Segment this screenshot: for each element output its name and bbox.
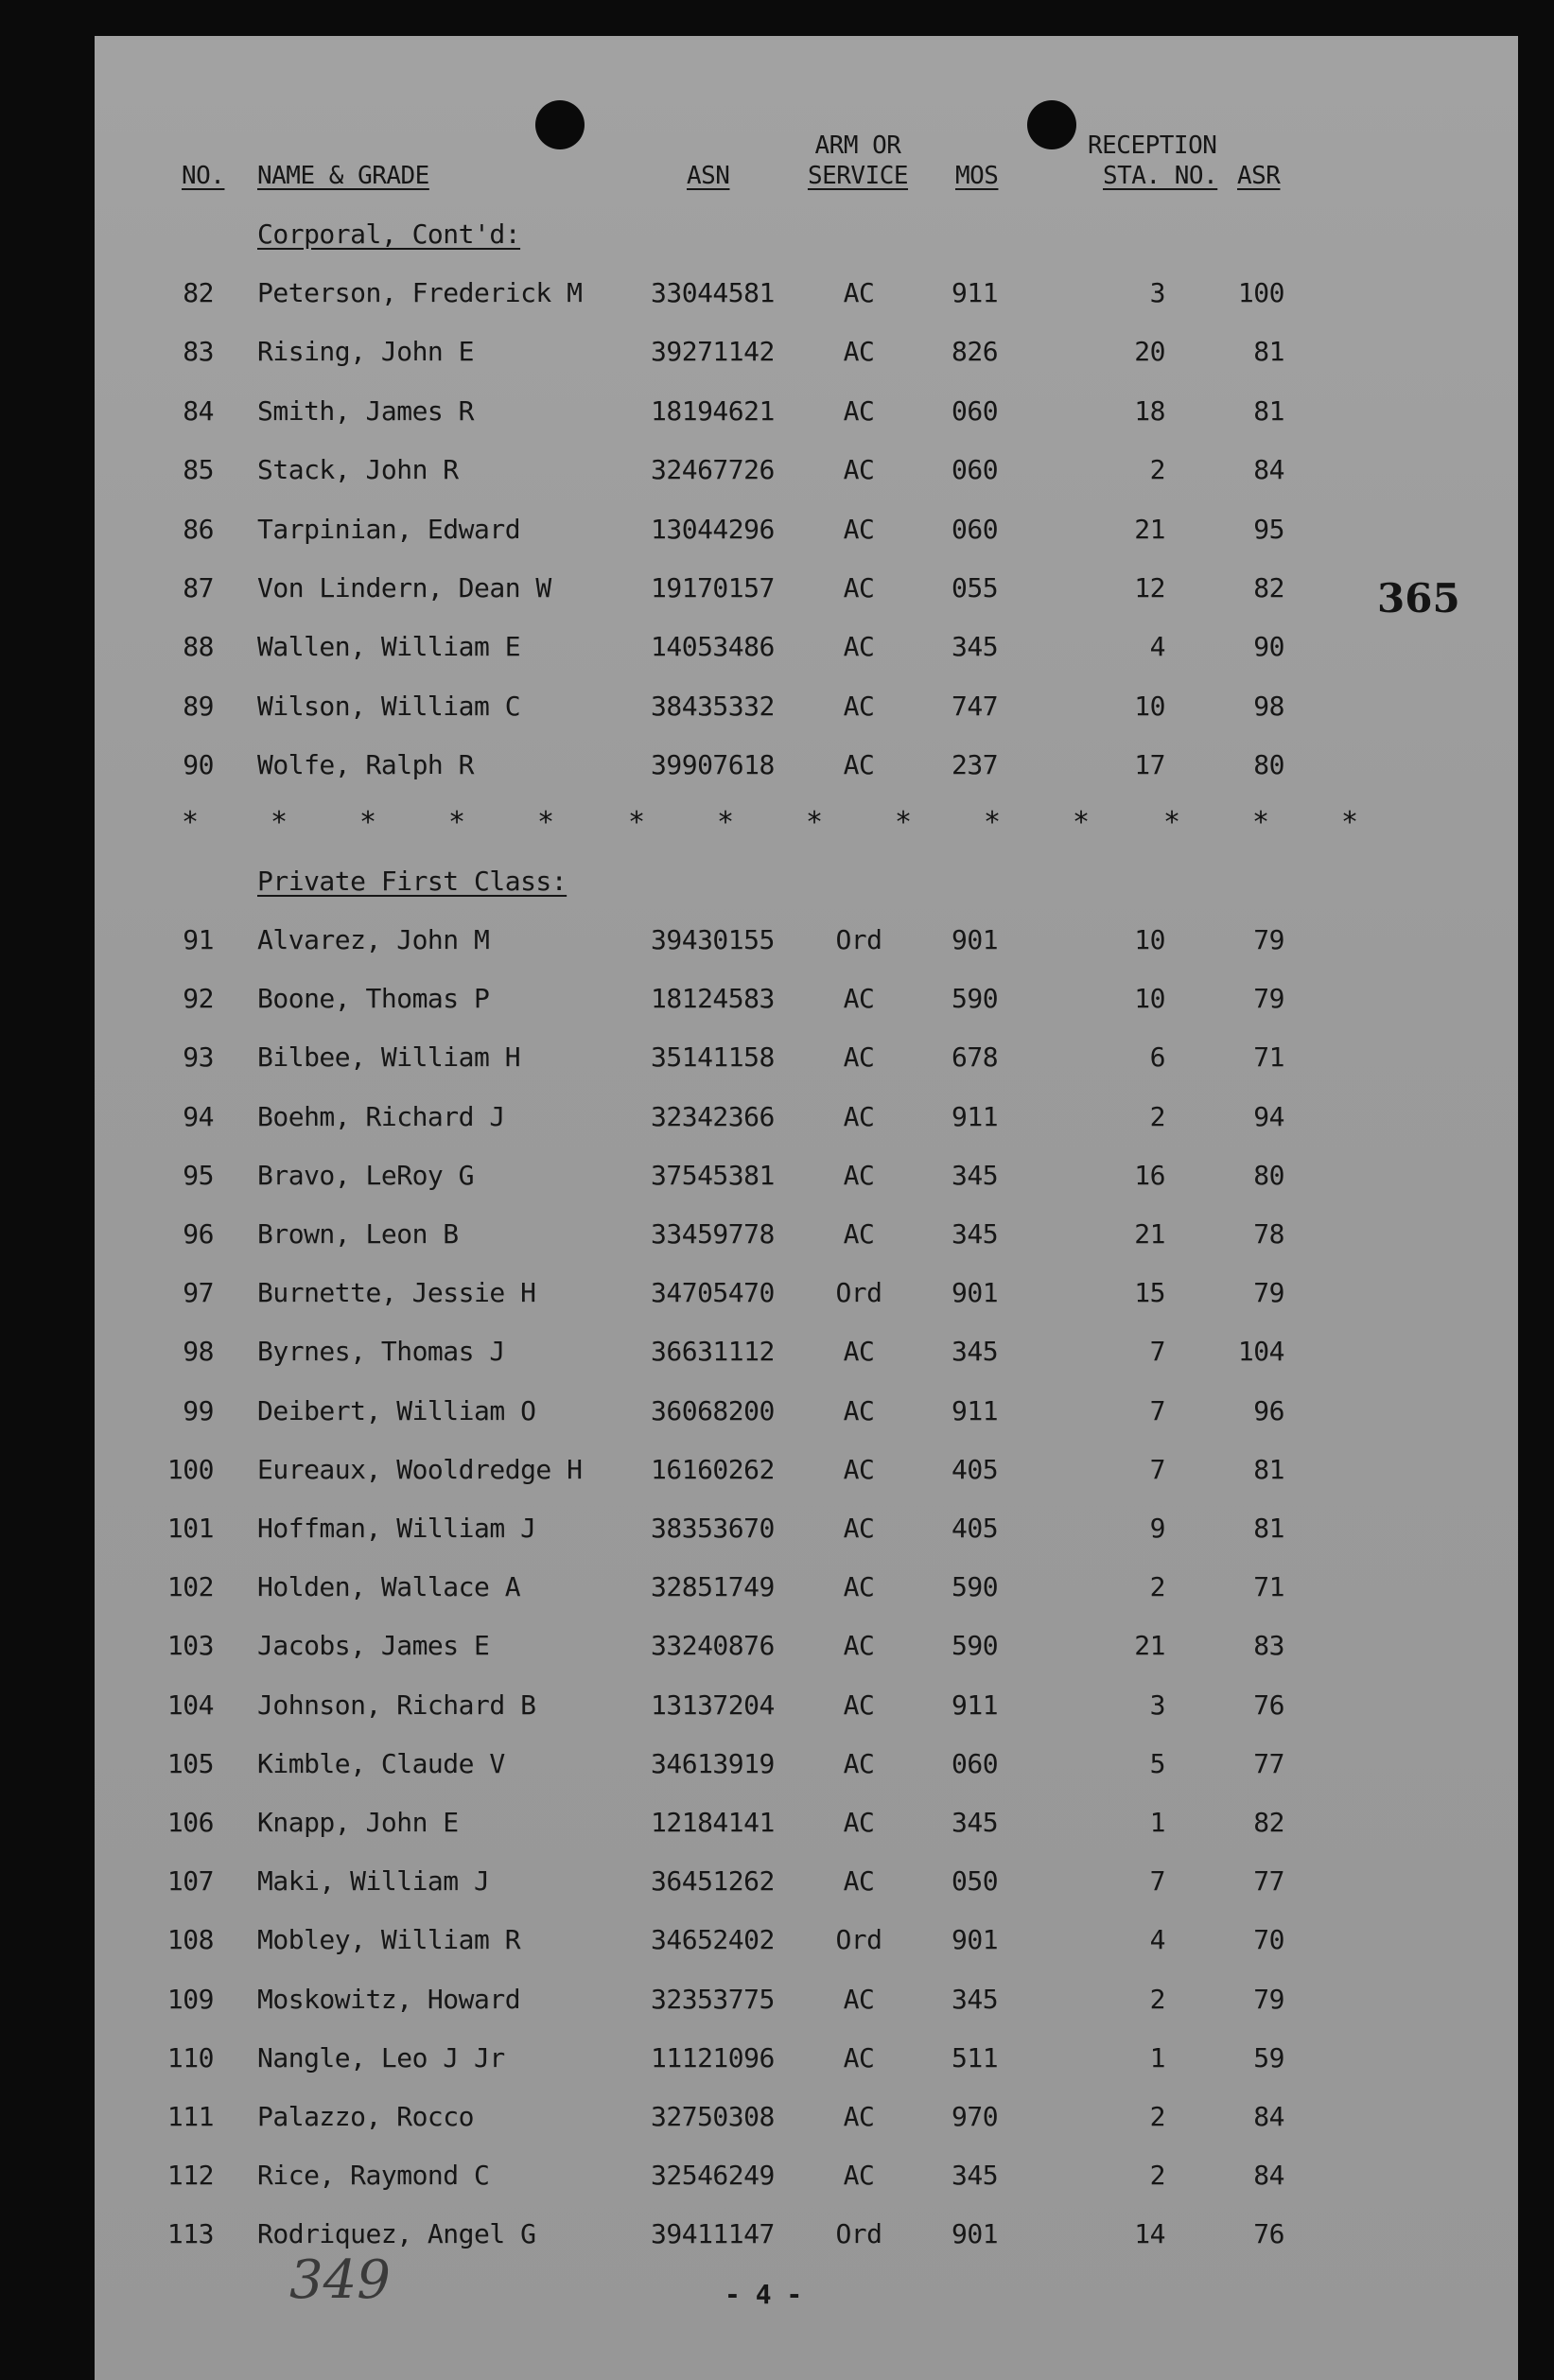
cell-no: 94 [183,1100,214,1132]
cell-no: 93 [183,1041,214,1074]
cell-asn: 36068200 [651,1394,775,1426]
cell-no: 111 [166,2101,214,2132]
cell-sta: 21 [1134,1218,1165,1250]
cell-asn: 39430155 [651,924,775,955]
header-arm-line1: ARM OR [814,131,901,160]
cell-arm: AC [843,277,875,308]
cell-no: 107 [166,1865,214,1898]
cell-sta: 2 [1149,1983,1165,2015]
cell-name: Jacobs, James E [257,1630,490,1662]
separator-star: * [1163,806,1181,839]
cell-asn: 11121096 [651,2041,775,2074]
cell-sta: 1 [1149,2041,1165,2074]
cell-asr: 95 [1253,513,1284,545]
cell-asn: 18194621 [651,394,775,427]
cell-asr: 81 [1253,1513,1284,1544]
cell-arm: Ord [835,924,882,955]
cell-arm: AC [843,1041,875,1074]
cell-asr: 98 [1253,690,1284,722]
cell-asr: 84 [1253,2160,1284,2192]
cell-arm: AC [843,1807,875,1838]
cell-name: Palazzo, Rocco [257,2101,475,2132]
cell-arm: AC [843,2041,875,2074]
cell-mos: 747 [952,690,999,722]
cell-arm: AC [843,513,875,545]
cell-no: 100 [166,1453,214,1485]
cell-mos: 345 [952,1807,999,1838]
cell-arm: AC [843,1689,875,1721]
cell-no: 110 [166,2041,214,2074]
cell-name: Hoffman, William J [257,1513,536,1544]
cell-asr: 90 [1253,631,1284,663]
cell-arm: AC [843,1513,875,1544]
cell-asr: 78 [1253,1218,1284,1250]
cell-mos: 060 [952,1747,999,1779]
cell-asr: 71 [1253,1041,1284,1074]
cell-mos: 345 [952,2160,999,2192]
separator-star: * [1252,806,1270,839]
separator-star: * [1341,806,1359,839]
cell-arm: AC [843,631,875,663]
cell-asn: 34705470 [651,1277,775,1309]
cell-name: Stack, John R [257,454,459,486]
cell-mos: 060 [952,513,999,545]
cell-no: 90 [183,749,214,781]
separator-star: * [628,806,646,839]
cell-arm: AC [843,1983,875,2015]
handwritten-number: 349 [289,2249,391,2311]
cell-asn: 32467726 [651,454,775,486]
cell-mos: 055 [952,572,999,604]
cell-sta: 4 [1149,631,1165,663]
cell-asr: 80 [1253,1159,1284,1191]
cell-mos: 901 [952,924,999,955]
cell-no: 108 [166,1924,214,1956]
cell-asr: 96 [1253,1394,1284,1426]
cell-asr: 79 [1253,1983,1284,2015]
cell-name: Maki, William J [257,1865,490,1898]
cell-arm: AC [843,749,875,781]
cell-no: 86 [183,513,214,545]
cell-arm: AC [843,394,875,427]
cell-no: 112 [166,2160,214,2192]
cell-mos: 345 [952,1336,999,1368]
cell-asr: 81 [1253,1453,1284,1485]
cell-arm: AC [843,983,875,1015]
cell-mos: 050 [952,1865,999,1898]
cell-arm: Ord [835,1924,882,1956]
cell-sta: 7 [1149,1336,1165,1368]
cell-name: Knapp, John E [257,1807,459,1838]
cell-name: Bravo, LeRoy G [257,1159,475,1191]
cell-mos: 345 [952,631,999,663]
cell-asr: 82 [1253,1807,1284,1838]
cell-sta: 16 [1134,1159,1165,1191]
cell-mos: 911 [952,1394,999,1426]
cell-name: Mobley, William R [257,1924,521,1956]
cell-sta: 21 [1134,513,1165,545]
cell-asr: 59 [1253,2041,1284,2074]
cell-name: Wolfe, Ralph R [257,749,475,781]
cell-mos: 511 [952,2041,999,2074]
cell-no: 85 [183,454,214,486]
cell-mos: 901 [952,2218,999,2250]
cell-sta: 4 [1149,1924,1165,1956]
cell-no: 113 [166,2218,214,2250]
header-asr: ASR [1237,162,1281,190]
cell-asn: 32546249 [651,2160,775,2192]
cell-sta: 12 [1134,572,1165,604]
cell-name: Moskowitz, Howard [257,1983,521,2015]
cell-mos: 826 [952,336,999,368]
cell-no: 97 [183,1277,214,1309]
cell-mos: 911 [952,1100,999,1132]
cell-asn: 32342366 [651,1100,775,1132]
cell-asn: 37545381 [651,1159,775,1191]
cell-asr: 100 [1237,277,1284,308]
cell-sta: 9 [1149,1513,1165,1544]
cell-no: 104 [166,1689,214,1721]
cell-asr: 84 [1253,2101,1284,2132]
cell-name: Byrnes, Thomas J [257,1336,505,1368]
header-reception: RECEPTION [1088,131,1217,160]
cell-arm: AC [843,1394,875,1426]
separator-star: * [448,806,466,839]
cell-asn: 18124583 [651,983,775,1015]
cell-sta: 7 [1149,1453,1165,1485]
cell-mos: 060 [952,454,999,486]
cell-name: Rice, Raymond C [257,2160,490,2192]
cell-no: 87 [183,572,214,604]
cell-name: Bilbee, William H [257,1041,521,1074]
cell-mos: 405 [952,1453,999,1485]
cell-arm: Ord [835,2218,882,2250]
cell-no: 82 [183,277,214,308]
cell-arm: AC [843,572,875,604]
cell-arm: AC [843,1100,875,1132]
header-mos: MOS [955,162,999,190]
cell-asn: 16160262 [651,1453,775,1485]
cell-name: Boone, Thomas P [257,983,490,1015]
cell-asn: 39907618 [651,749,775,781]
cell-sta: 2 [1149,2101,1165,2132]
cell-mos: 911 [952,277,999,308]
cell-name: Eureaux, Wooldredge H [257,1453,583,1485]
cell-asr: 81 [1253,336,1284,368]
cell-name: Boehm, Richard J [257,1100,505,1132]
header-sta-no: STA. NO. [1103,162,1218,190]
cell-arm: AC [843,1336,875,1368]
cell-arm: AC [843,1747,875,1779]
cell-mos: 590 [952,1630,999,1662]
cell-arm: AC [843,2101,875,2132]
cell-name: Rodriquez, Angel G [257,2218,536,2250]
cell-mos: 590 [952,1571,999,1603]
cell-mos: 060 [952,394,999,427]
cell-mos: 678 [952,1041,999,1074]
cell-asn: 32750308 [651,2101,775,2132]
cell-asr: 71 [1253,1571,1284,1603]
cell-asr: 76 [1253,2218,1284,2250]
cell-no: 88 [183,631,214,663]
cell-arm: AC [843,1865,875,1898]
cell-asn: 36451262 [651,1865,775,1898]
cell-name: Deibert, William O [257,1394,536,1426]
cell-sta: 17 [1134,749,1165,781]
section-heading-corporal: Corporal, Cont'd: [257,219,521,250]
cell-arm: AC [843,1218,875,1250]
cell-mos: 901 [952,1277,999,1309]
cell-asr: 76 [1253,1689,1284,1721]
cell-mos: 405 [952,1513,999,1544]
cell-asn: 33044581 [651,277,775,308]
cell-sta: 10 [1134,983,1165,1015]
cell-asn: 34613919 [651,1747,775,1779]
cell-asr: 79 [1253,983,1284,1015]
punch-hole-left [535,100,585,149]
cell-sta: 2 [1149,2160,1165,2192]
header-asn: ASN [687,162,730,190]
cell-mos: 345 [952,1983,999,2015]
cell-name: Wilson, William C [257,690,521,722]
cell-name: Alvarez, John M [257,924,490,955]
cell-sta: 2 [1149,1100,1165,1132]
cell-name: Wallen, William E [257,631,521,663]
cell-asn: 13137204 [651,1689,775,1721]
cell-asn: 32353775 [651,1983,775,2015]
document-sheet [95,36,1518,2380]
cell-name: Brown, Leon B [257,1218,459,1250]
cell-asn: 14053486 [651,631,775,663]
cell-sta: 7 [1149,1865,1165,1898]
cell-asr: 84 [1253,454,1284,486]
separator-star: * [984,806,1002,839]
cell-sta: 10 [1134,924,1165,955]
cell-no: 84 [183,394,214,427]
cell-sta: 1 [1149,1807,1165,1838]
cell-asn: 35141158 [651,1041,775,1074]
cell-sta: 18 [1134,394,1165,427]
cell-arm: AC [843,2160,875,2192]
cell-name: Nangle, Leo J Jr [257,2041,505,2074]
cell-asn: 36631112 [651,1336,775,1368]
cell-no: 83 [183,336,214,368]
cell-no: 102 [166,1571,214,1603]
header-name-grade: NAME & GRADE [257,162,429,190]
cell-name: Rising, John E [257,336,475,368]
cell-arm: AC [843,1630,875,1662]
cell-mos: 345 [952,1218,999,1250]
cell-asr: 77 [1253,1865,1284,1898]
cell-no: 91 [183,924,214,955]
cell-sta: 3 [1149,1689,1165,1721]
cell-asn: 33459778 [651,1218,775,1250]
page-number: - 4 - [725,2279,802,2310]
cell-name: Holden, Wallace A [257,1571,521,1603]
cell-arm: AC [843,336,875,368]
cell-asn: 39271142 [651,336,775,368]
cell-sta: 2 [1149,454,1165,486]
separator-star: * [271,806,288,839]
separator-star: * [1073,806,1091,839]
cell-no: 109 [166,1983,214,2015]
header-no: NO. [182,162,225,190]
cell-sta: 15 [1134,1277,1165,1309]
cell-sta: 7 [1149,1394,1165,1426]
cell-name: Smith, James R [257,394,475,427]
cell-mos: 970 [952,2101,999,2132]
separator-star: * [806,806,824,839]
header-arm-line2: SERVICE [807,162,909,190]
cell-mos: 590 [952,983,999,1015]
cell-no: 98 [183,1336,214,1368]
cell-asr: 82 [1253,572,1284,604]
cell-name: Tarpinian, Edward [257,513,521,545]
cell-name: Kimble, Claude V [257,1747,505,1779]
cell-no: 106 [166,1807,214,1838]
cell-name: Burnette, Jessie H [257,1277,536,1309]
cell-asr: 81 [1253,394,1284,427]
cell-mos: 901 [952,1924,999,1956]
cell-asn: 38435332 [651,690,775,722]
cell-no: 103 [166,1630,214,1662]
stamp-number: 365 [1377,575,1460,621]
cell-arm: Ord [835,1277,882,1309]
cell-mos: 911 [952,1689,999,1721]
cell-name: Peterson, Frederick M [257,277,583,308]
cell-asn: 33240876 [651,1630,775,1662]
cell-sta: 3 [1149,277,1165,308]
separator-star: * [895,806,913,839]
cell-mos: 345 [952,1159,999,1191]
cell-name: Johnson, Richard B [257,1689,536,1721]
cell-asn: 19170157 [651,572,775,604]
cell-sta: 20 [1134,336,1165,368]
cell-sta: 6 [1149,1041,1165,1074]
cell-sta: 2 [1149,1571,1165,1603]
section-heading-pfc: Private First Class: [257,866,567,897]
cell-arm: AC [843,1453,875,1485]
cell-no: 99 [183,1394,214,1426]
cell-asr: 79 [1253,924,1284,955]
cell-no: 96 [183,1218,214,1250]
cell-asr: 77 [1253,1747,1284,1779]
cell-name: Von Lindern, Dean W [257,572,551,604]
separator-star: * [359,806,377,839]
cell-mos: 237 [952,749,999,781]
cell-asr: 94 [1253,1100,1284,1132]
cell-no: 105 [166,1747,214,1779]
cell-no: 89 [183,690,214,722]
punch-hole-right [1027,100,1076,149]
cell-sta: 10 [1134,690,1165,722]
cell-asn: 34652402 [651,1924,775,1956]
cell-asr: 70 [1253,1924,1284,1956]
cell-arm: AC [843,454,875,486]
cell-sta: 21 [1134,1630,1165,1662]
cell-sta: 5 [1149,1747,1165,1779]
cell-arm: AC [843,690,875,722]
separator-star: * [537,806,555,839]
cell-arm: AC [843,1571,875,1603]
cell-asn: 12184141 [651,1807,775,1838]
cell-asr: 79 [1253,1277,1284,1309]
cell-arm: AC [843,1159,875,1191]
cell-asr: 83 [1253,1630,1284,1662]
cell-no: 92 [183,983,214,1015]
cell-asn: 39411147 [651,2218,775,2250]
cell-sta: 14 [1134,2218,1165,2250]
separator-star: * [182,806,200,839]
cell-no: 95 [183,1159,214,1191]
cell-asr: 104 [1237,1336,1284,1368]
separator-star: * [717,806,735,839]
cell-asn: 38353670 [651,1513,775,1544]
cell-asn: 13044296 [651,513,775,545]
cell-asn: 32851749 [651,1571,775,1603]
cell-no: 101 [166,1513,214,1544]
cell-asr: 80 [1253,749,1284,781]
